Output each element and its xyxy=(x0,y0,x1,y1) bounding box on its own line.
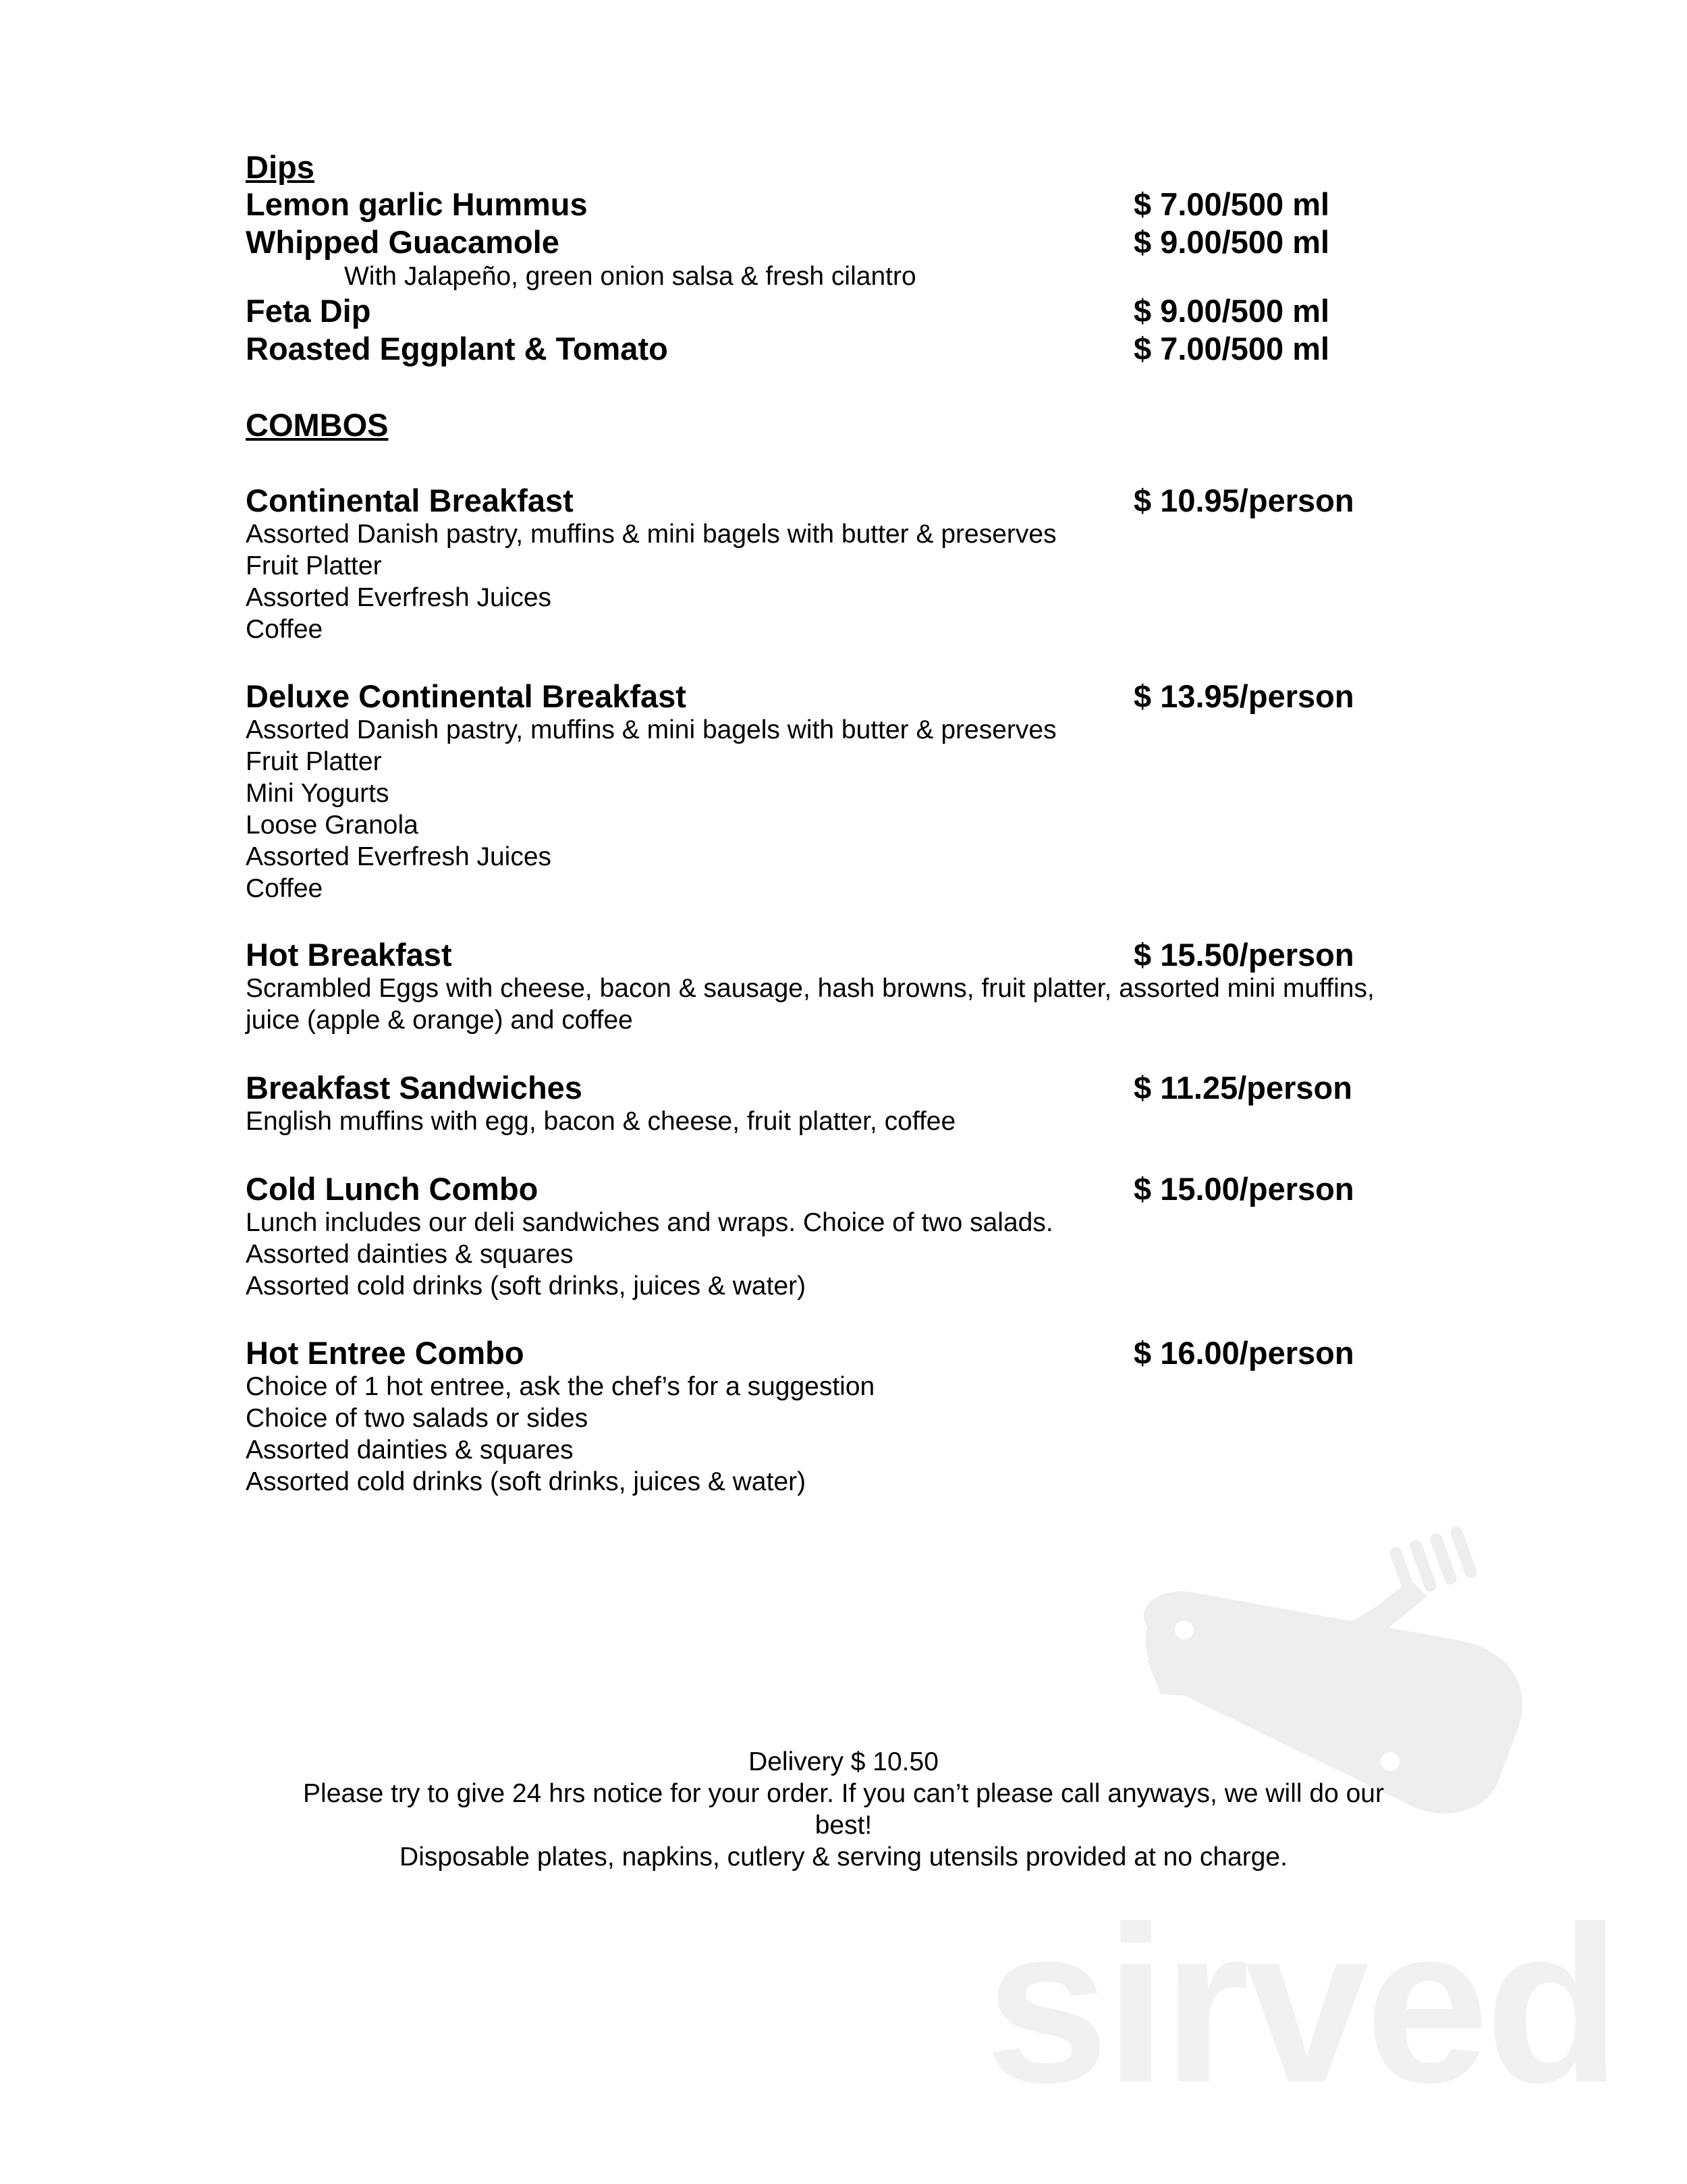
combo-name-cold-lunch: Cold Lunch Combo xyxy=(246,1171,538,1207)
combo-name-hot-breakfast: Hot Breakfast xyxy=(246,937,452,973)
footer-notes xyxy=(243,1746,1444,1873)
combo-line: Coffee xyxy=(246,874,323,903)
dip-name-feta: Feta Dip xyxy=(246,293,371,329)
combo-name-deluxe-continental: Deluxe Continental Breakfast xyxy=(246,678,686,714)
dip-price-feta: $ 9.00/500 ml xyxy=(1134,293,1330,329)
dip-price-guacamole: $ 9.00/500 ml xyxy=(1134,224,1330,260)
combo-name-breakfast-sandwiches: Breakfast Sandwiches xyxy=(246,1070,582,1105)
combo-line: English muffins with egg, bacon & cheese, fruit platter, coffee xyxy=(246,1107,956,1136)
combo-line: Choice of two salads or sides xyxy=(246,1404,588,1433)
combo-name-hot-entree: Hot Entree Combo xyxy=(246,1335,524,1371)
dip-price-hummus: $ 7.00/500 ml xyxy=(1134,186,1330,222)
combo-line: Assorted Everfresh Juices xyxy=(246,583,552,612)
combo-price-hot-breakfast: $ 15.50/person xyxy=(1134,937,1354,973)
sirved-watermark: sirved xyxy=(985,1880,1617,2129)
disposables-note: Disposable plates, napkins, cutlery & serving utensils provided at no charge. xyxy=(399,1842,1288,1872)
combo-line: Coffee xyxy=(246,615,323,644)
dip-price-eggplant: $ 7.00/500 ml xyxy=(1134,331,1330,366)
dip-note-guacamole: With Jalapeño, green onion salsa & fresh cilantro xyxy=(344,262,916,291)
combo-line: Fruit Platter xyxy=(246,747,382,776)
combo-line: Assorted dainties & squares xyxy=(246,1240,574,1269)
combo-line: Assorted cold drinks (soft drinks, juices & water) xyxy=(246,1272,806,1301)
combos-heading: COMBOS xyxy=(246,407,389,443)
combo-price-cold-lunch: $ 15.00/person xyxy=(1134,1171,1354,1207)
dip-name-guacamole: Whipped Guacamole xyxy=(246,224,559,260)
combo-line: Fruit Platter xyxy=(246,551,382,580)
combo-price-deluxe-continental: $ 13.95/person xyxy=(1134,678,1354,714)
combo-line: Mini Yogurts xyxy=(246,779,389,808)
combo-price-hot-entree: $ 16.00/person xyxy=(1134,1335,1354,1371)
notice-line: Please try to give 24 hrs notice for your order. If you can’t please call anyways, we will do our xyxy=(303,1779,1384,1808)
combo-name-continental: Continental Breakfast xyxy=(246,483,574,518)
notice-line: best! xyxy=(814,1811,873,1840)
dip-name-eggplant: Roasted Eggplant & Tomato xyxy=(246,331,668,366)
combo-price-breakfast-sandwiches: $ 11.25/person xyxy=(1134,1070,1352,1105)
combo-line: Assorted Danish pastry, muffins & mini bagels with butter & preserves xyxy=(246,715,1057,744)
combo-line: Lunch includes our deli sandwiches and wraps. Choice of two salads. xyxy=(246,1208,1053,1237)
combo-line: Assorted Everfresh Juices xyxy=(246,842,552,871)
combo-line: Scrambled Eggs with cheese, bacon & sausage, hash browns, fruit platter, assorted mini muffins, xyxy=(246,974,1375,1003)
combo-line: Assorted dainties & squares xyxy=(246,1436,574,1465)
delivery-fee: Delivery $ 10.50 xyxy=(748,1747,939,1776)
combo-line: Loose Granola xyxy=(246,811,418,840)
dip-name-hummus: Lemon garlic Hummus xyxy=(246,186,588,222)
combo-line: Choice of 1 hot entree, ask the chef’s for a suggestion xyxy=(246,1372,875,1401)
combo-line: Assorted Danish pastry, muffins & mini bagels with butter & preserves xyxy=(246,520,1057,549)
combo-line: juice (apple & orange) and coffee xyxy=(246,1006,633,1035)
combo-price-continental: $ 10.95/person xyxy=(1134,483,1354,518)
dips-heading: Dips xyxy=(246,149,314,185)
combo-line: Assorted cold drinks (soft drinks, juices & water) xyxy=(246,1467,806,1496)
